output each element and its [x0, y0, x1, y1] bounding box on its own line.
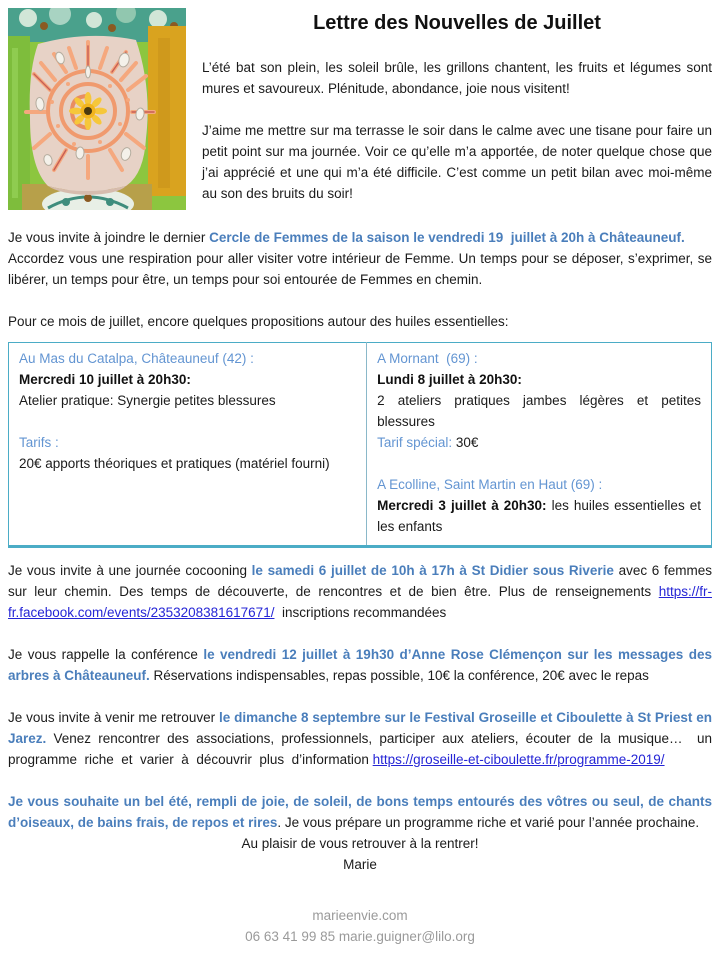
sun-painted-back-illustration: [8, 8, 186, 210]
signature: Marie: [343, 857, 377, 872]
cell-line: [19, 348, 356, 369]
text-run: 20€ apports théoriques et pratiques (matériel fourni): [19, 456, 330, 471]
cell-line: [377, 369, 701, 390]
footer-website[interactable]: marieenvie.com: [312, 908, 408, 923]
text-run: Au Mas du Catalpa, Châteauneuf (42) :: [19, 351, 254, 366]
paragraph-conference: [8, 644, 716, 686]
newsletter-body: [8, 227, 720, 947]
text-run: Atelier pratique: Synergie petites blessures: [19, 393, 276, 408]
text-run: Mercredi 10 juillet à 20h30:: [19, 372, 191, 387]
text-run: . Je vous prépare un programme riche et varié pour l’année prochaine.: [277, 815, 700, 830]
page-title: Lettre des Nouvelles de Juillet: [313, 12, 601, 34]
text-run: le samedi 6 juillet de 10h à 17h à St Didier sous Riverie: [251, 563, 614, 578]
cell-line: [377, 390, 705, 432]
cell-line-blank: [377, 453, 701, 474]
paragraph-propositions: [8, 311, 712, 332]
cell-line: [377, 348, 701, 369]
text-run: Cercle de Femmes de la saison le vendredi 19 juillet à 20h à Châteauneuf.: [209, 230, 685, 245]
text-run: Je vous invite à une journée cocooning: [8, 563, 252, 578]
hyperlink[interactable]: https://groseille-et-ciboulette.fr/programme-2019/: [372, 752, 665, 767]
paragraph-accordez: [8, 248, 716, 290]
paragraph-cocooning: [8, 560, 716, 623]
cell-line: [19, 369, 356, 390]
paragraph-wishes: [8, 791, 716, 833]
table-cell-chateauneuf: [9, 343, 367, 547]
intro-paragraph-1: L’été bat son plein, les soleil brûle, les grillons chantent, les fruits et légumes sont mures et savoureux. Plénitude, abondance, joie nous visitent!: [202, 60, 712, 96]
closing-line: Au plaisir de vous retrouver à la rentrer!: [241, 836, 479, 851]
cell-line: [377, 474, 701, 495]
hero-photo: [8, 8, 186, 210]
text-run: Mercredi 3 juillet à 20h30:: [377, 498, 547, 513]
cell-line: [19, 453, 356, 474]
text-run: les huiles essentielles et les enfants: [377, 498, 705, 534]
text-run: 2 ateliers pratiques jambes légères et petites blessures: [377, 393, 705, 429]
text-run: Je vous rappelle la conférence: [8, 647, 204, 662]
text-run: A Ecolline, Saint Martin en Haut (69) :: [377, 477, 603, 492]
text-run: Je vous invite à joindre le dernier: [8, 230, 210, 245]
cell-line-blank: [19, 411, 356, 432]
text-run: Venez rencontrer des associations, professionnels, participer aux ateliers, écouter de la musique… un programme riche et varier à découvrir plus d’information: [8, 731, 720, 767]
text-run: Tarifs :: [19, 435, 59, 450]
intro-paragraph-2: J’aime me mettre sur ma terrasse le soir dans le calme avec une tisane pour faire un petit point sur ma journée. Voir ce qu’elle m’a apportée, de noter quelque chose que j’ai apprécié et une qui m’a été difficile. C’est comme un petit bilan avec moi-même au son des bruits du soir!: [202, 123, 712, 201]
footer-contact[interactable]: 06 63 41 99 85 marie.guigner@lilo.org: [245, 929, 475, 944]
text-run: le vendredi 12 juillet à 19h30 d’Anne Rose Clémençon sur les messages des arbres à Châteauneuf.: [8, 647, 716, 683]
paragraph-cercle-de-femmes: [8, 227, 712, 248]
text-run: Pour ce mois de juillet, encore quelques propositions autour des huiles essentielles:: [8, 314, 509, 329]
text-run: Tarif spécial:: [377, 435, 453, 450]
cell-line: [19, 432, 356, 453]
text-run: A Mornant (69) :: [377, 351, 478, 366]
text-run: Accordez vous une respiration pour aller visiter votre intérieur de Femme. Un temps pour se déposer, s’exprimer, se libérer, un temps pour être, un temps pour soi entourée de Femmes en chemin.: [8, 251, 716, 287]
text-run: inscriptions recommandées: [274, 605, 447, 620]
text-run: Je vous invite à venir me retrouver: [8, 710, 219, 725]
cell-line: [19, 390, 356, 411]
text-run: 30€: [452, 435, 479, 450]
top-section: [8, 8, 712, 210]
workshops-table-row: [9, 343, 712, 547]
paragraph-festival: [8, 707, 720, 770]
workshops-table: [8, 342, 712, 548]
cell-line: [377, 432, 701, 453]
hyperlink[interactable]: https://fr-fr.facebook.com/events/2353208381617671/: [8, 584, 712, 620]
text-run: Réservations indispensables, repas possible, 10€ la conférence, 20€ avec le repas: [149, 668, 649, 683]
header-block: [186, 8, 712, 204]
text-run: Je vous souhaite un bel été, rempli de joie, de soleil, de bons temps entourés des vôtres ou seul, de chants d’oiseaux, de bains frais, de repos et rires: [8, 794, 716, 830]
text-run: le dimanche 8 septembre sur le Festival Groseille et Ciboulette à St Priest en Jarez.: [8, 710, 716, 746]
text-run: Lundi 8 juillet à 20h30:: [377, 372, 522, 387]
cell-line: [377, 495, 705, 537]
text-run: avec 6 femmes sur leur chemin. Des temps de découverte, de rencontres et de bien être. Plus de renseignements: [8, 563, 716, 599]
table-cell-mornant-ecolline: [367, 343, 712, 547]
footer: [8, 905, 712, 947]
